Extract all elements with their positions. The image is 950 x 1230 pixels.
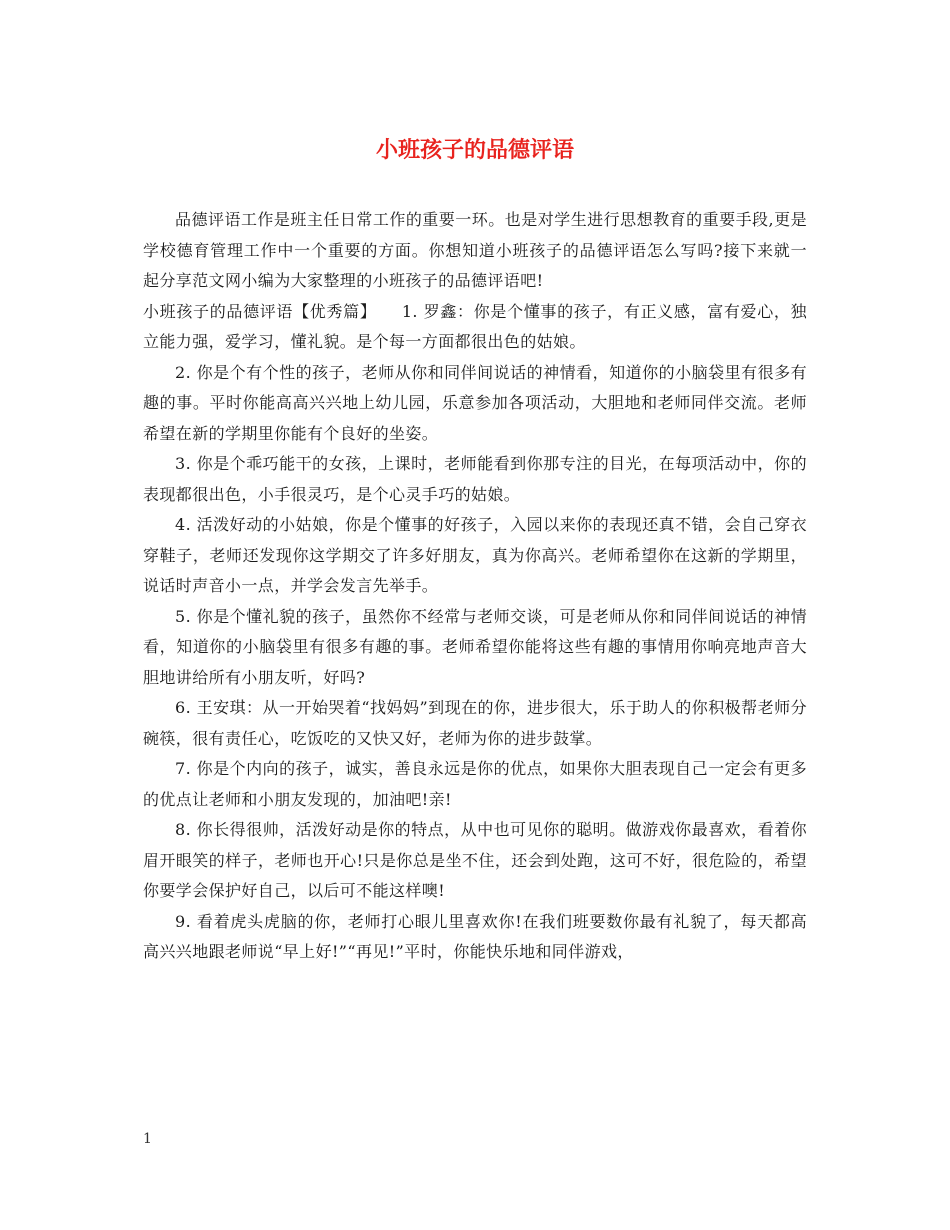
document-body [143, 205, 807, 968]
paragraph-item-7: 7. 你是个内向的孩子，诚实，善良永远是你的优点，如果你大胆表现自己一定会有更多的优点让老师和小朋友发现的，加油吧!亲! [143, 759, 807, 809]
paragraph-item-4: 4. 活泼好动的小姑娘，你是个懂事的好孩子，入园以来你的表现还真不错，会自己穿衣穿鞋子，老师还发现你这学期交了许多好朋友，真为你高兴。老师希望你在这新的学期里，说话时声音小一点，并学会发言先举手。 [143, 515, 807, 595]
paragraph-item-8: 8. 你长得很帅，活泼好动是你的特点，从中也可见你的聪明。做游戏你最喜欢，看着你眉开眼笑的样子，老师也开心!只是你总是坐不住，还会到处跑，这可不好，很危险的，希望你要学会保护好自己，以后可不能这样噢! [143, 820, 807, 900]
paragraph-item-6: 6. 王安琪：从一开始哭着“找妈妈”到现在的你，进步很大，乐于助人的你积极帮老师分碗筷，很有责任心，吃饭吃的又快又好，老师为你的进步鼓掌。 [143, 698, 807, 748]
paragraph-item-2: 2. 你是个有个性的孩子，老师从你和同伴间说话的神情看，知道你的小脑袋里有很多有趣的事。平时你能高高兴兴地上幼儿园，乐意参加各项活动，大胆地和老师同伴交流。老师希望在新的学期里你能有个良好的坐姿。 [143, 362, 807, 443]
paragraph-intro: 品德评语工作是班主任日常工作的重要一环。也是对学生进行思想教育的重要手段,更是学校德育管理工作中一个重要的方面。你想知道小班孩子的品德评语怎么写吗?接下来就一起分享范文网小编为大家整理的小班孩子的品德评语吧! [143, 210, 807, 290]
paragraph-section-heading: 小班孩子的品德评语【优秀篇】 1. 罗鑫：你是个懂事的孩子，有正义感，富有爱心，独立能力强，爱学习，懂礼貌。是个每一方面都很出色的姑娘。 [143, 301, 807, 351]
page-number: 1 [143, 1131, 152, 1147]
paragraph-item-9: 9. 看着虎头虎脑的你，老师打心眼儿里喜欢你!在我们班要数你最有礼貌了，每天都高高兴兴地跟老师说“早上好!”“再见!”平时，你能快乐地和同伴游戏， [143, 911, 807, 961]
paragraph-item-3: 3. 你是个乖巧能干的女孩，上课时，老师能看到你那专注的目光，在每项活动中，你的表现都很出色，小手很灵巧，是个心灵手巧的姑娘。 [143, 454, 807, 504]
paragraph-item-5: 5. 你是个懂礼貌的孩子，虽然你不经常与老师交谈，可是老师从你和同伴间说话的神情看，知道你的小脑袋里有很多有趣的事。老师希望你能将这些有趣的事情用你响亮地声音大胆地讲给所有小朋友听，好吗? [143, 606, 807, 687]
document-title: 小班孩子的品德评语 [375, 137, 574, 163]
